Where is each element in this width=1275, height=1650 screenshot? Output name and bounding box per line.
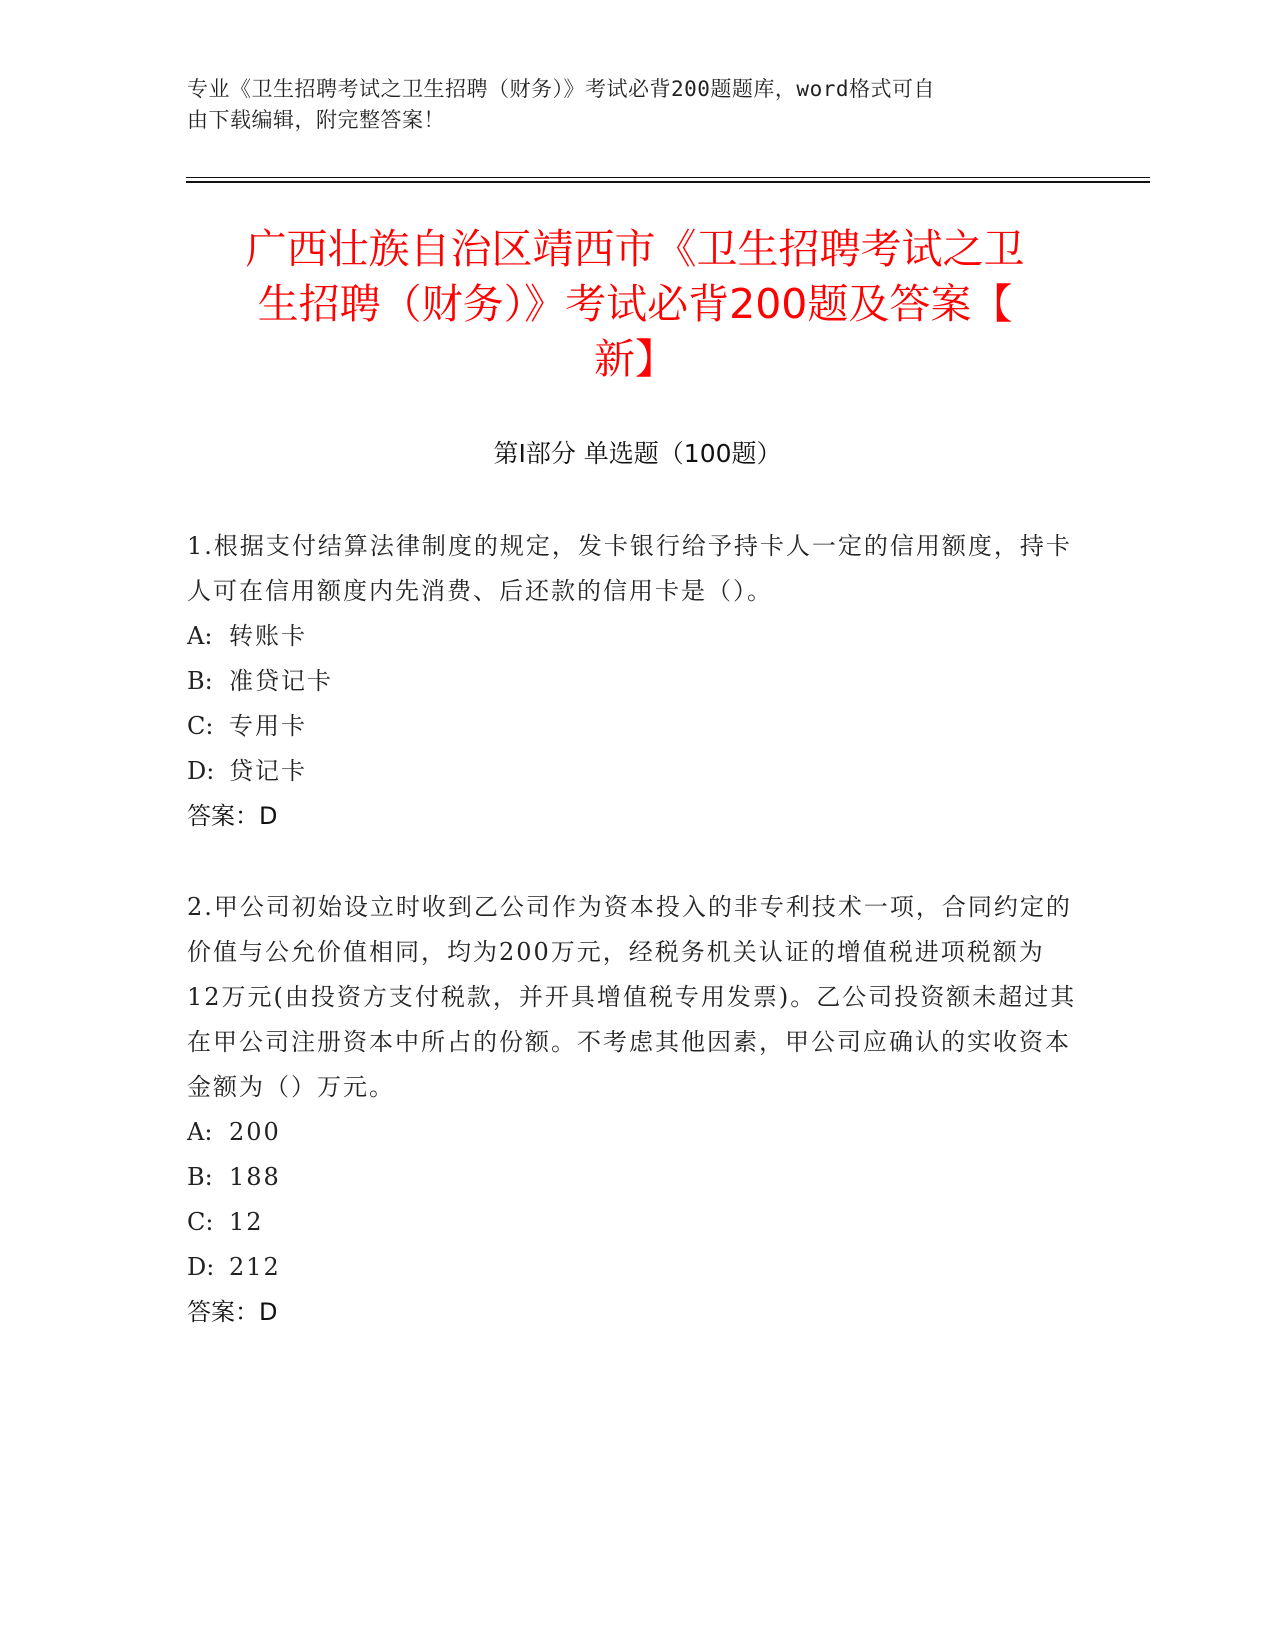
question-2 xyxy=(187,885,1077,1335)
header-note-line-2: 由下载编辑，附完整答案！ xyxy=(187,108,445,132)
option-text: 专用卡 xyxy=(229,712,307,740)
option-c xyxy=(187,1200,1077,1245)
document-title-line-2: 生招聘（财务）》考试必背200题及答案【 xyxy=(257,280,1013,328)
question-stem: 1.根据支付结算法律制度的规定，发卡银行给予持卡人一定的信用额度，持卡人可在信用额度内先消费、后还款的信用卡是（）。 xyxy=(187,532,1072,605)
option-key: A: xyxy=(187,1118,213,1146)
option-text: 转账卡 xyxy=(229,622,307,650)
option-text: 200 xyxy=(229,1118,281,1146)
section-heading: 第Ⅰ部分 单选题（100题） xyxy=(493,439,782,468)
option-key: B: xyxy=(187,667,213,695)
document-title xyxy=(190,222,1080,387)
answer: 答案：D xyxy=(187,802,278,830)
option-b xyxy=(187,1155,1077,1200)
question-1 xyxy=(187,524,1077,839)
option-c xyxy=(187,704,1077,749)
option-d xyxy=(187,1245,1077,1290)
option-a xyxy=(187,1110,1077,1155)
option-key: D: xyxy=(187,1253,215,1281)
option-key: C: xyxy=(187,712,214,740)
option-d xyxy=(187,749,1077,794)
option-text: 188 xyxy=(229,1163,281,1191)
option-text: 准贷记卡 xyxy=(229,667,333,695)
option-key: D: xyxy=(187,757,215,785)
document-title-line-1: 广西壮族自治区靖西市《卫生招聘考试之卫 xyxy=(245,225,1025,273)
option-key: C: xyxy=(187,1208,214,1236)
document-title-line-3: 新】 xyxy=(594,335,676,383)
option-b xyxy=(187,659,1077,704)
header-note-line-1: 专业《卫生招聘考试之卫生招聘（财务）》考试必背200题题库，word格式可自 xyxy=(187,77,935,101)
header-note xyxy=(187,74,1067,136)
option-key: A: xyxy=(187,622,213,650)
option-a xyxy=(187,614,1077,659)
option-text: 212 xyxy=(229,1253,281,1281)
answer: 答案：D xyxy=(187,1298,278,1326)
option-key: B: xyxy=(187,1163,213,1191)
header-divider-thick xyxy=(186,181,1150,183)
option-text: 12 xyxy=(229,1208,264,1236)
question-stem: 2.甲公司初始设立时收到乙公司作为资本投入的非专利技术一项，合同约定的价值与公允价值相同，均为200万元，经税务机关认证的增值税进项税额为12万元(由投资方支付税款，并开具增值税专用发票)。乙公司投资额未超过其在甲公司注册资本中所占的份额。不考虑其他因素，甲公司应确认的实收资本金额为（）万元。 xyxy=(187,893,1077,1101)
option-text: 贷记卡 xyxy=(229,757,307,785)
header-divider-thin xyxy=(186,177,1150,178)
